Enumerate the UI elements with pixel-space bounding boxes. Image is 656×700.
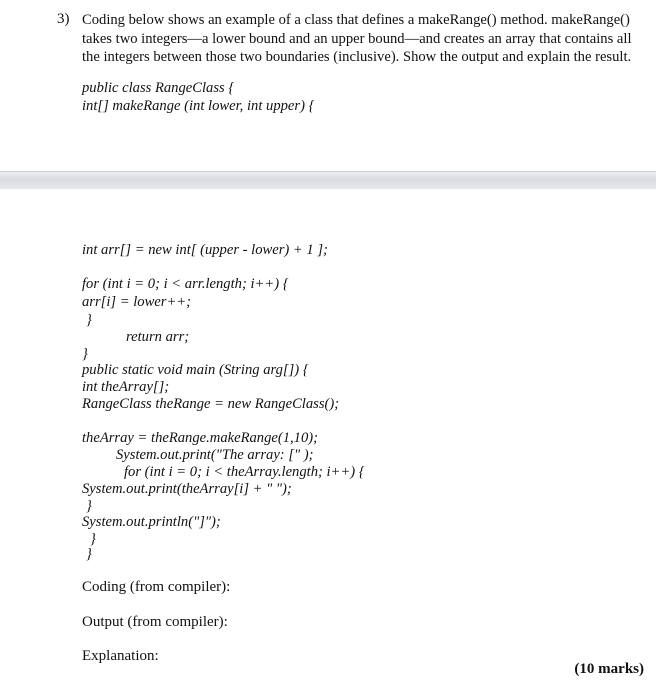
question-text [82, 11, 644, 67]
page-separator-line [0, 171, 656, 172]
code-line: for (int i = 0; i < theArray.length; i++) { [124, 464, 365, 480]
page-separator-band [0, 171, 656, 189]
code-line: } [90, 531, 96, 547]
question-number: 3) [57, 11, 70, 27]
code-line: int arr[] = new int[ (upper - lower) + 1 ]; [82, 242, 328, 258]
code-line: System.out.print(theArray[i] + " "); [82, 481, 292, 497]
code-line: } [86, 546, 92, 562]
output-label: Output (from compiler): [82, 614, 228, 630]
code-line: } [82, 346, 88, 362]
code-line: System.out.println("]"); [82, 514, 221, 530]
code-line: RangeClass theRange = new RangeClass(); [82, 396, 340, 412]
question-line: Coding below shows an example of a class that defines a makeRange() method. makeRange() [82, 12, 630, 28]
code-line: int theArray[]; [82, 379, 170, 395]
code-line: System.out.print("The array: [" ); [116, 447, 314, 463]
code-line: } [86, 498, 92, 514]
code-line-method-decl: int[] makeRange (int lower, int upper) { [82, 98, 315, 114]
coding-label: Coding (from compiler): [82, 579, 231, 595]
code-line-class-decl: public class RangeClass { [82, 80, 235, 96]
code-line: return arr; [126, 329, 190, 345]
code-line: } [86, 312, 92, 328]
code-line: theArray = theRange.makeRange(1,10); [82, 430, 318, 446]
code-line: public static void main (String arg[]) { [82, 362, 309, 378]
code-line: for (int i = 0; i < arr.length; i++) { [82, 276, 289, 292]
question-line: takes two integers—a lower bound and an upper bound—and creates an array that contains all [82, 30, 632, 47]
code-line: arr[i] = lower++; [82, 294, 192, 310]
marks-label: (10 marks) [574, 661, 644, 677]
question-line: the integers between those two boundaries (inclusive). Show the output and explain the result. [82, 49, 632, 65]
explanation-label: Explanation: [82, 648, 159, 664]
